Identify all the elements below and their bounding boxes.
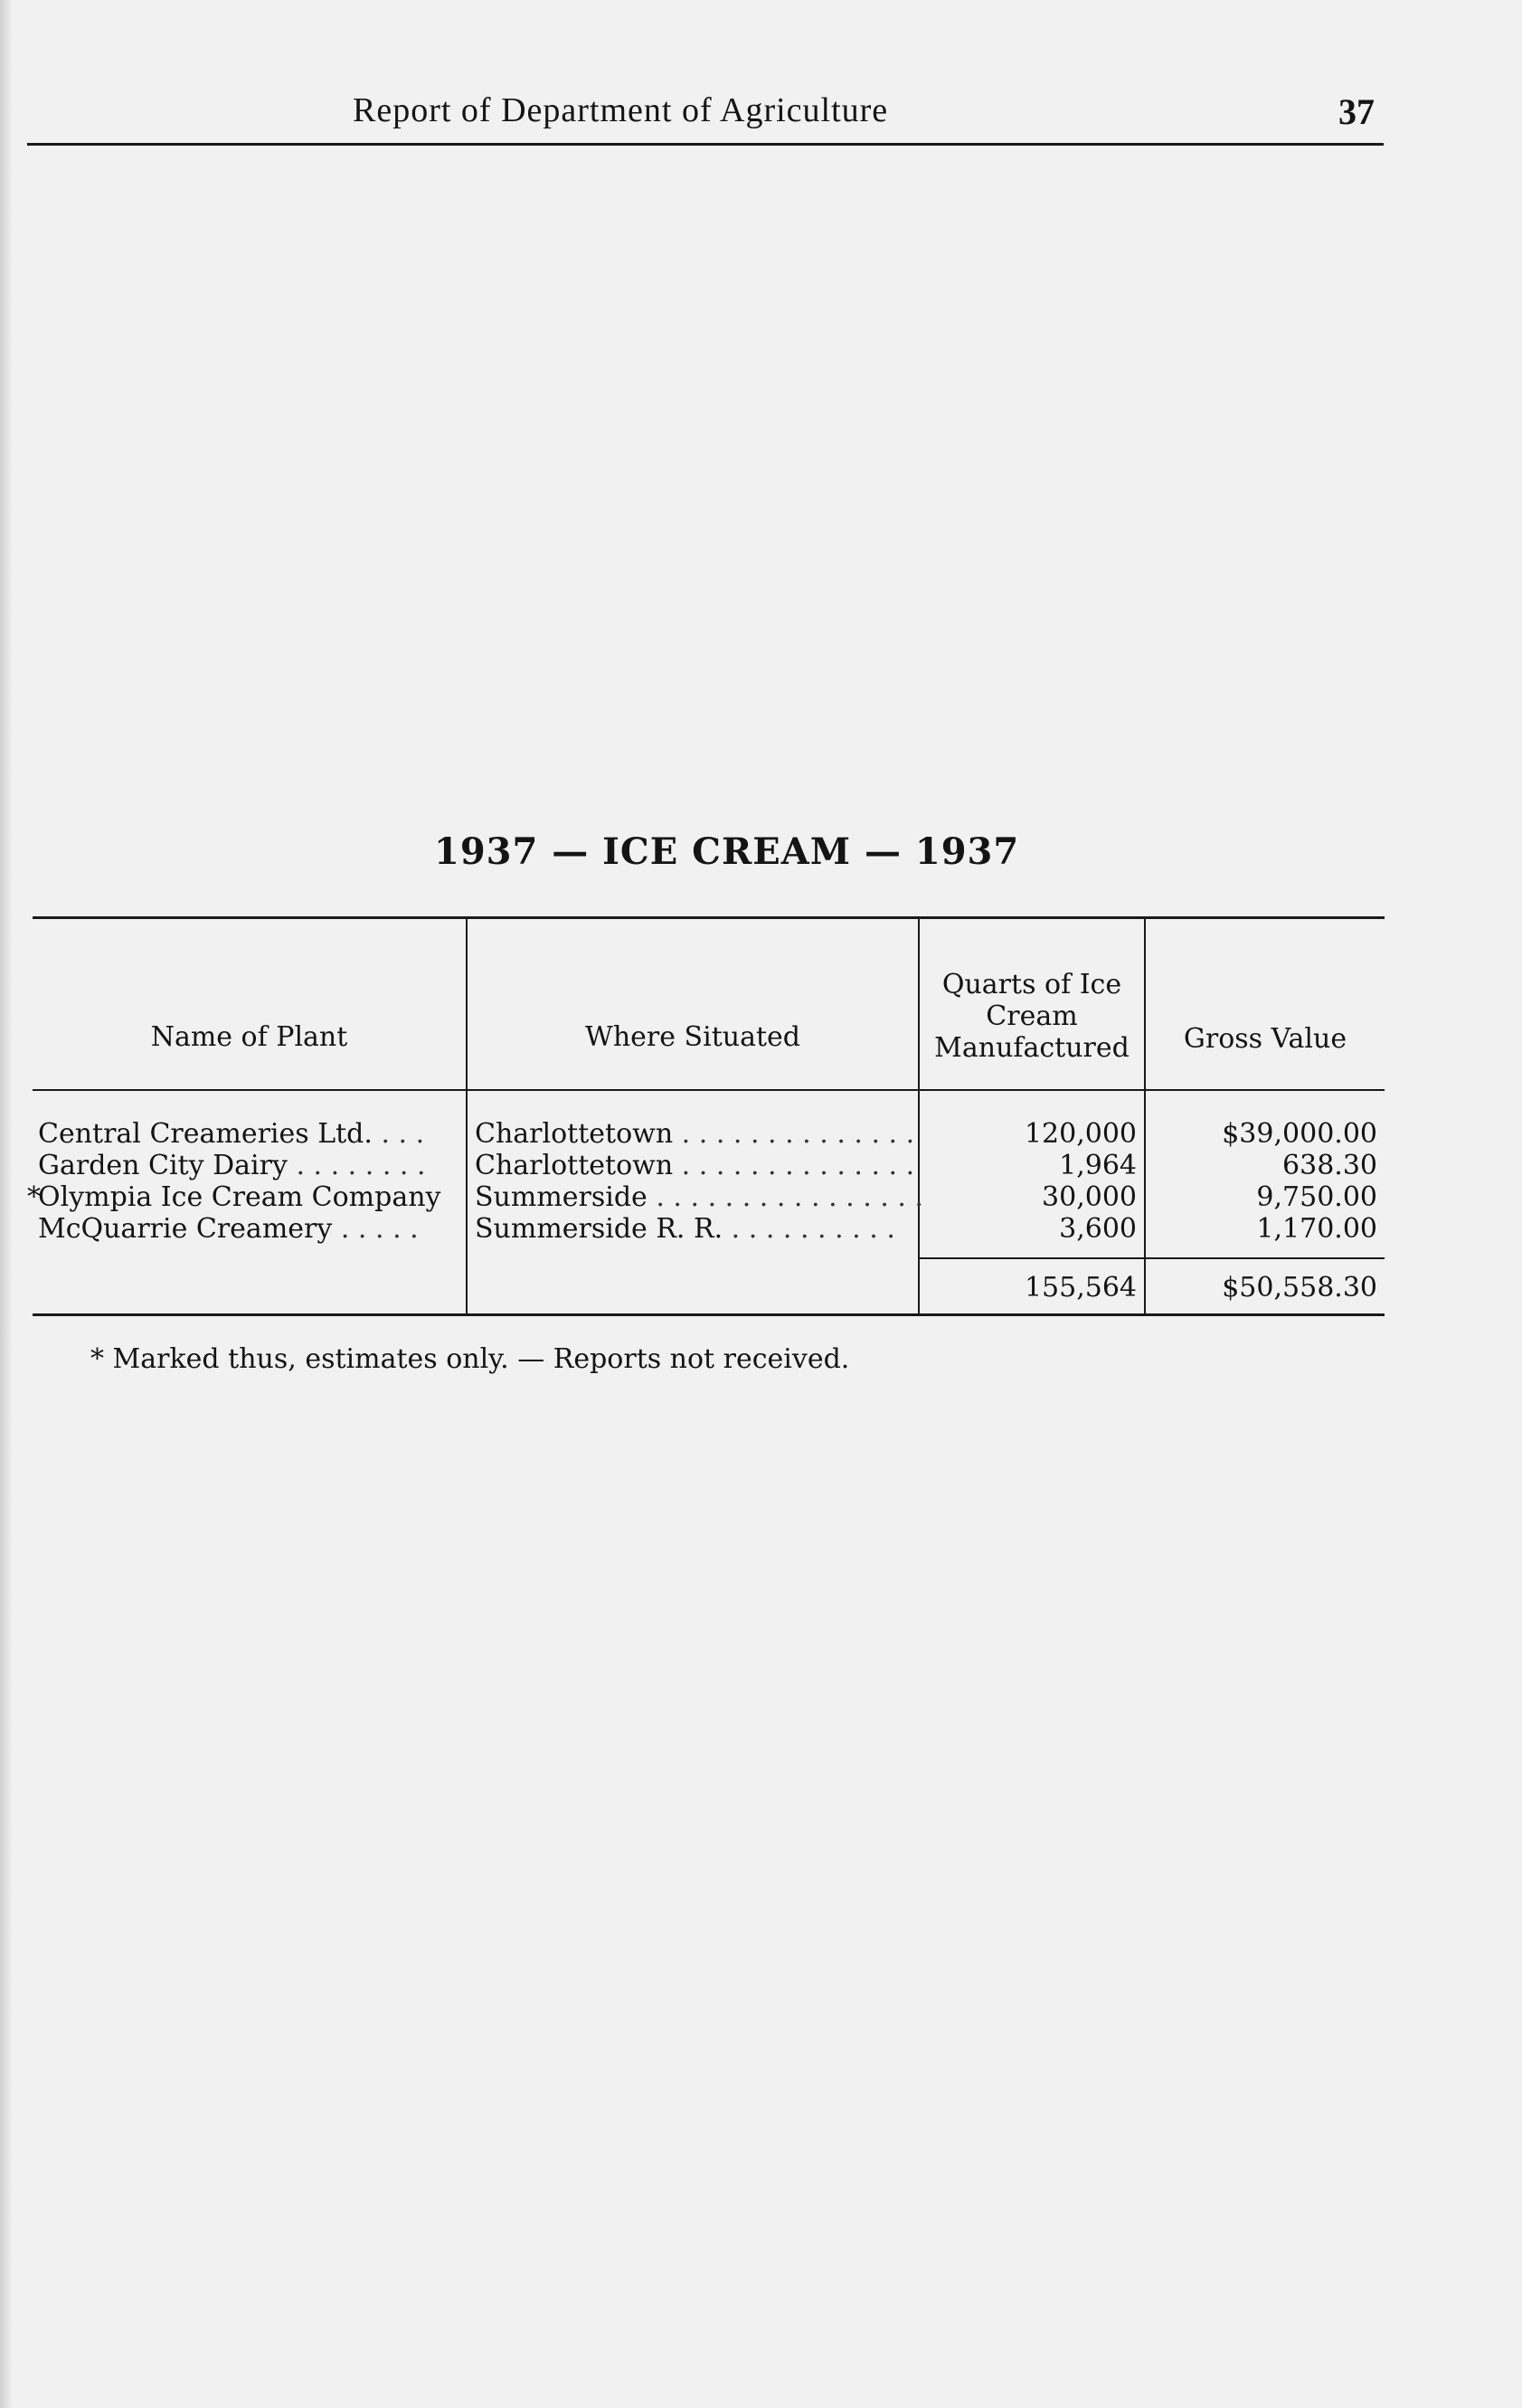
column-header-quarts: Quarts of Ice Cream Manufactured [919,918,1145,1090]
value-cell: 638.30 [1145,1150,1385,1181]
page-number: 37 [1338,91,1375,132]
dot-leader: . . . [372,1117,425,1150]
quarts-cell: 1,964 [919,1150,1145,1181]
quarts-cell: 120,000 [919,1090,1145,1150]
dot-leader: . . . . . [332,1213,419,1245]
location-cell [467,1180,923,1213]
column-header-value: Gross Value [1145,918,1385,1090]
quarts-cell: 3,600 [919,1213,1145,1258]
location: Summerside R. R. [475,1213,723,1245]
total-quarts: 155,564 [919,1258,1145,1315]
table-row [33,1150,1385,1181]
table-row [33,1213,1385,1258]
plant-name: Olympia Ice Cream Company [38,1180,441,1213]
plant-name: McQuarrie Creamery [38,1213,333,1245]
location-cell [467,1213,919,1258]
plant-name-cell [27,1180,467,1213]
value-cell: $39,000.00 [1145,1090,1385,1150]
table-row [33,1090,1385,1150]
location: Charlottetown [475,1117,674,1150]
quarts-cell: 30,000 [919,1181,1145,1213]
location-cell [467,1090,919,1150]
footnote: * Marked thus, estimates only. — Reports not received. [90,1343,850,1375]
column-header-name: Name of Plant [33,918,467,1090]
dot-leader: . . . . . . . . . . [723,1213,895,1245]
totals-empty-cell [33,1258,467,1315]
plant-name-cell [33,1090,467,1150]
estimate-marker: * [27,1180,41,1213]
dot-leader: . . . . . . . . [287,1149,426,1181]
plant-name: Garden City Dairy [38,1149,288,1181]
dot-leader: . . . . . . . . . . . . . . . . [647,1180,923,1213]
table-title: 1937 — ICE CREAM — 1937 [434,830,1020,873]
value-cell: 9,750.00 [1145,1181,1385,1213]
total-value: $50,558.30 [1145,1258,1385,1315]
plant-name: Central Creameries Ltd. [38,1117,373,1150]
plant-name-cell [33,1150,467,1181]
ice-cream-table [27,916,1385,1316]
location: Charlottetown [475,1149,674,1181]
dot-leader: . . . . . . . . . . . . . . [673,1149,915,1181]
page-edge [0,0,13,2408]
running-title: Report of Department of Agriculture [353,91,889,129]
dot-leader: . . . . . . . . . . . . . . [673,1117,915,1150]
table-row [33,1181,1385,1213]
plant-name-cell [33,1213,467,1258]
column-header-where: Where Situated [467,918,919,1090]
location: Summerside [475,1180,648,1213]
location-cell [467,1150,919,1181]
header-rule [27,143,1384,146]
totals-row [33,1258,1385,1315]
value-cell: 1,170.00 [1145,1213,1385,1258]
totals-empty-cell [467,1258,919,1315]
table-header-row [33,918,1385,1090]
